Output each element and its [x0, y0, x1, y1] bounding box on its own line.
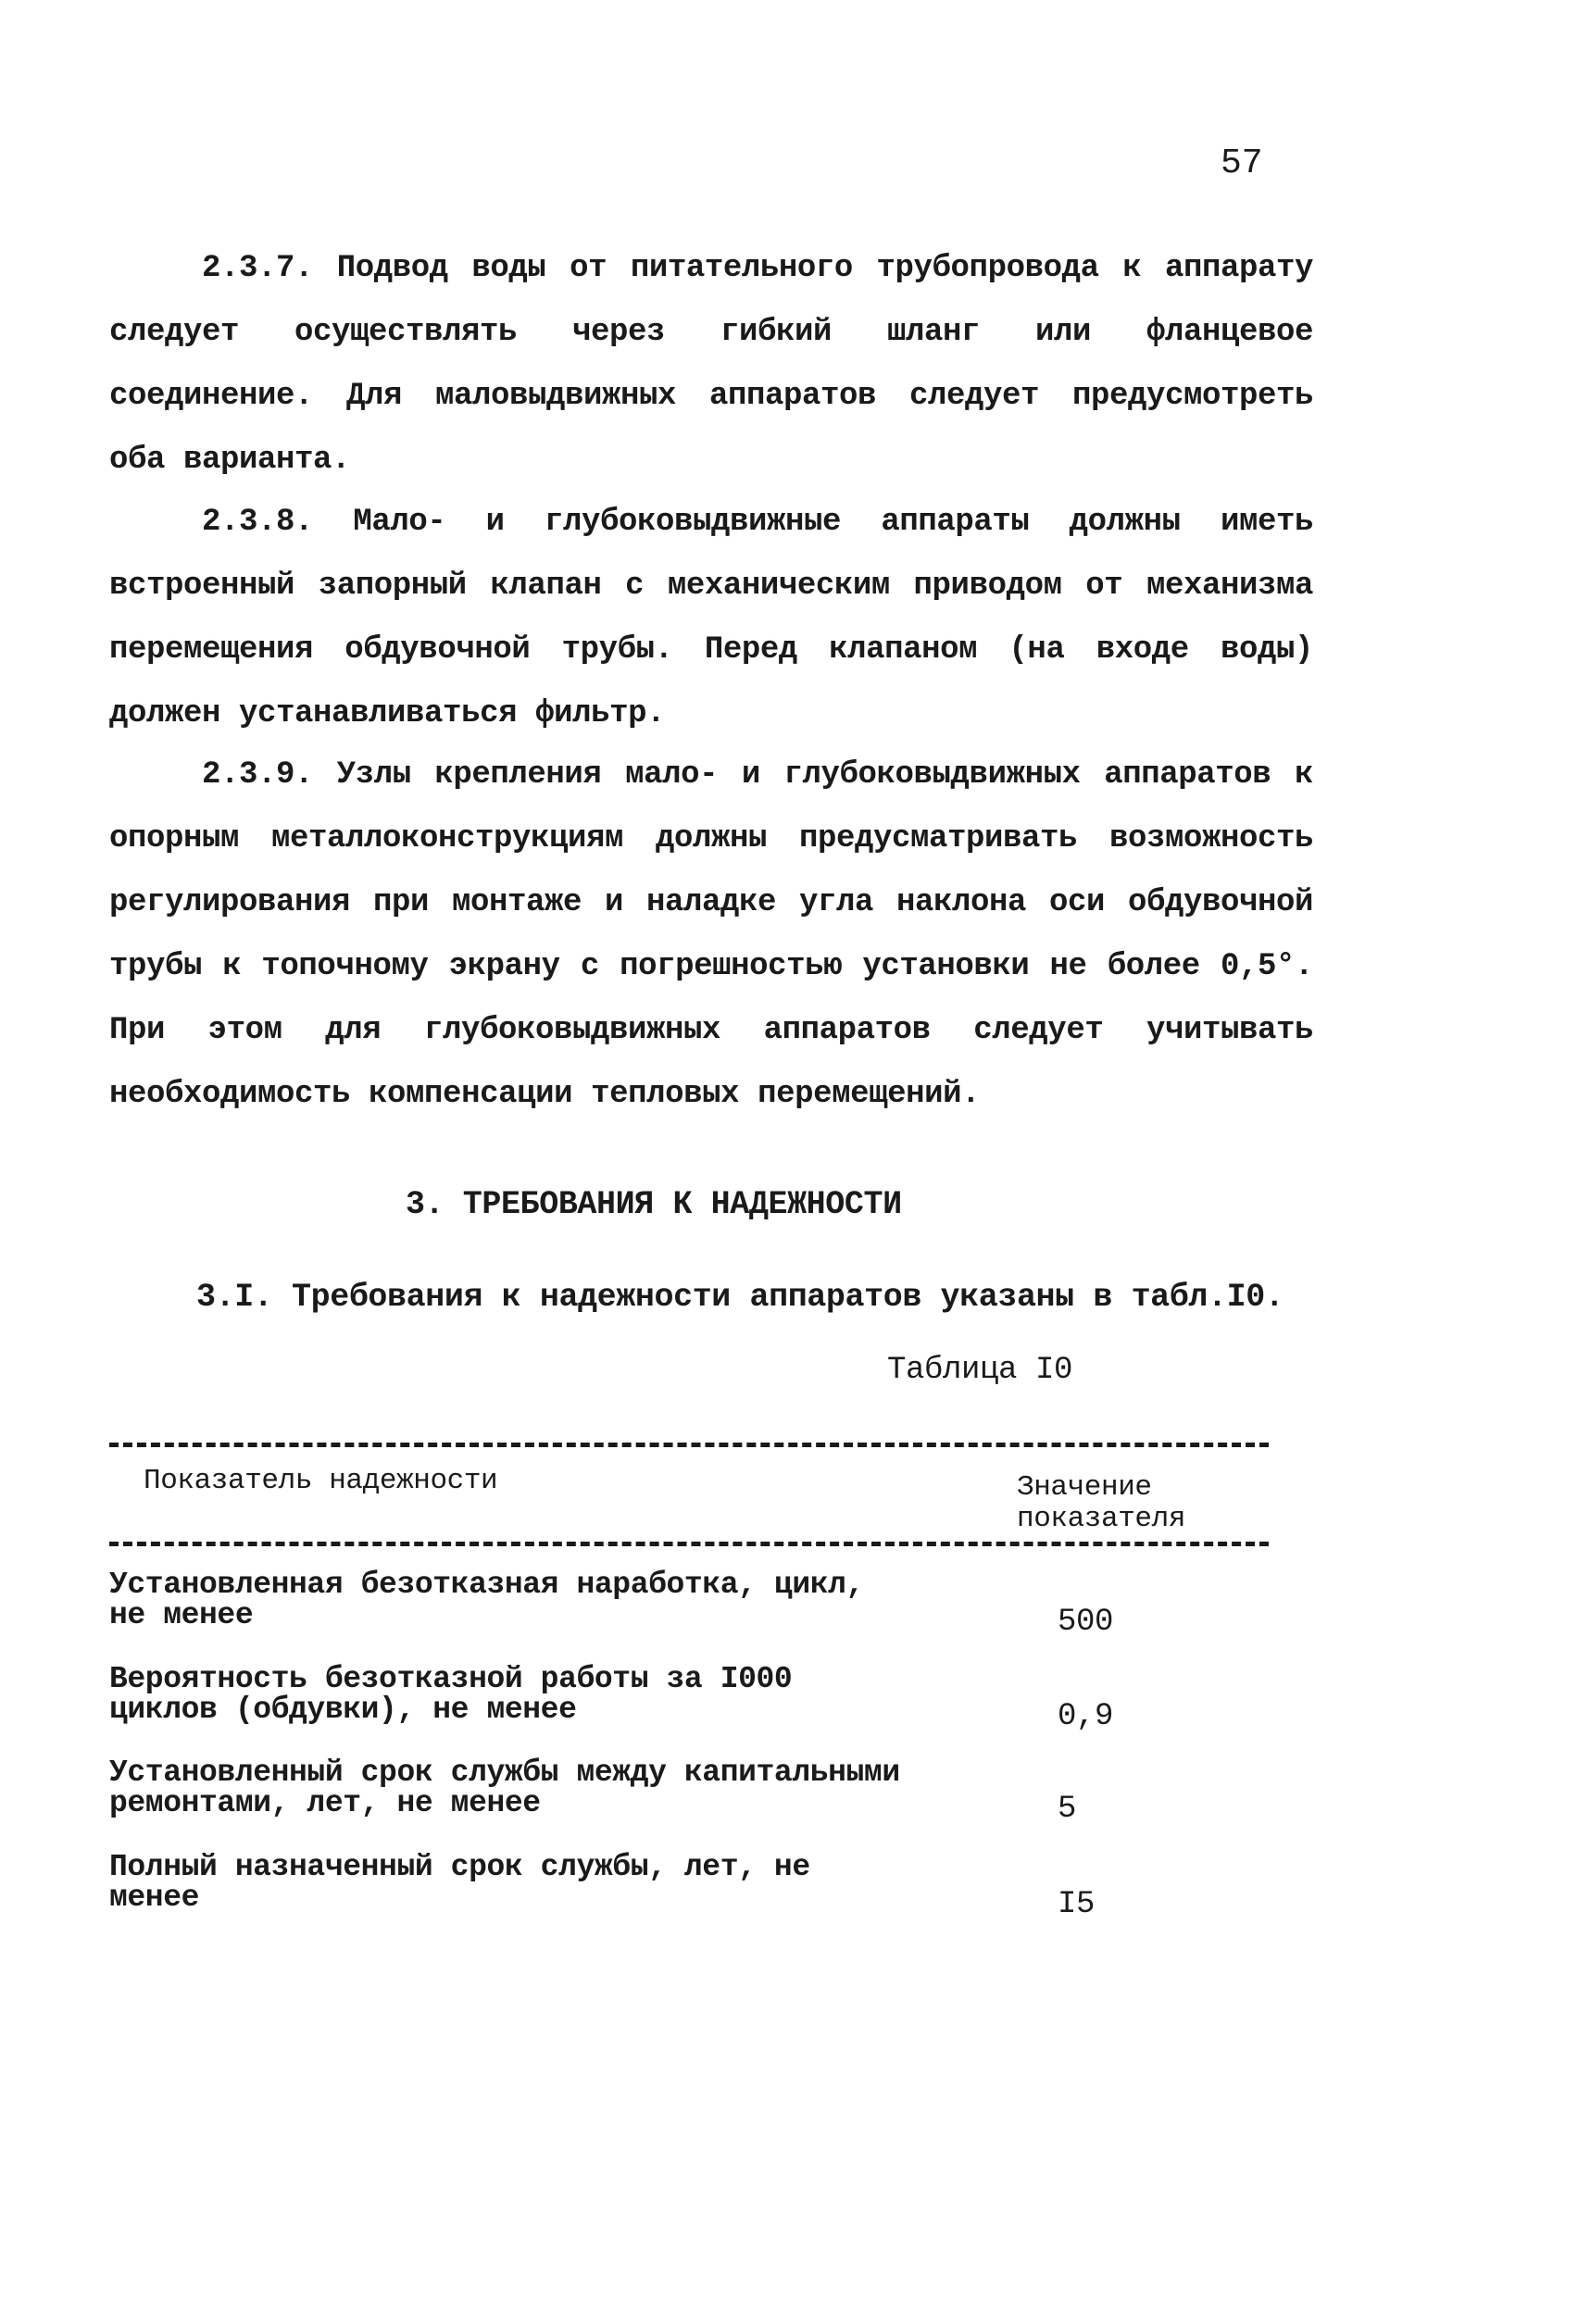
- section-intro: 3.I. Требования к надежности аппаратов указаны в табл.I0.: [196, 1279, 1284, 1316]
- table-row-value: I5: [1058, 1887, 1096, 1922]
- paragraph-2-3-7: 2.3.7. Подвод воды от питательного трубопровода к аппарату следует осуществлять через гибкий шланг или фланцевое соединение. Для маловыдвижных аппаратов следует предусмотреть оба варианта.: [109, 251, 1313, 478]
- section-heading: 3. ТРЕБОВАНИЯ К НАДЕЖНОСТИ: [406, 1186, 902, 1223]
- table-row-value: 0,9: [1058, 1699, 1114, 1734]
- page-number: 57: [1221, 144, 1263, 183]
- table-row-indicator: Полный назначенный срок службы, лет, не менее: [109, 1850, 810, 1915]
- table-header-rule: [109, 1542, 1269, 1546]
- paragraph-2-3-8: 2.3.8. Мало- и глубоковыдвижные аппараты должны иметь встроенный запорный клапан с механическим приводом от механизма перемещения обдувочной трубы. Перед клапаном (на входе воды) должен устанавливаться фильтр.: [109, 505, 1313, 731]
- table-row-value: 500: [1058, 1605, 1114, 1640]
- table-row-indicator: Вероятность безотказной работы за I000 циклов (обдувки), не менее: [109, 1662, 793, 1727]
- table-row-indicator: Установленная безотказная наработка, цикл, не менее: [109, 1568, 864, 1632]
- paragraph-2-3-9: 2.3.9. Узлы крепления мало- и глубоковыдвижных аппаратов к опорным металлоконструкциям должны предусматривать возможность регулирования при монтаже и наладке угла наклона оси обдувочной трубы к топочному экрану с погрешностью установки не более 0,5°. При этом для глубоковыдвижных аппаратов следует учитывать необходимость компенсации тепловых перемещений.: [109, 757, 1313, 1112]
- table-top-rule: [109, 1443, 1269, 1447]
- table-row-indicator: Установленный срок службы между капитальными ремонтами, лет, не менее: [109, 1755, 900, 1820]
- table-header-indicator: Показатель надежности: [144, 1465, 498, 1497]
- table-header-value: Значение показателя: [1017, 1471, 1186, 1535]
- table-row-value: 5: [1058, 1792, 1077, 1827]
- table-caption: Таблица I0: [887, 1353, 1073, 1388]
